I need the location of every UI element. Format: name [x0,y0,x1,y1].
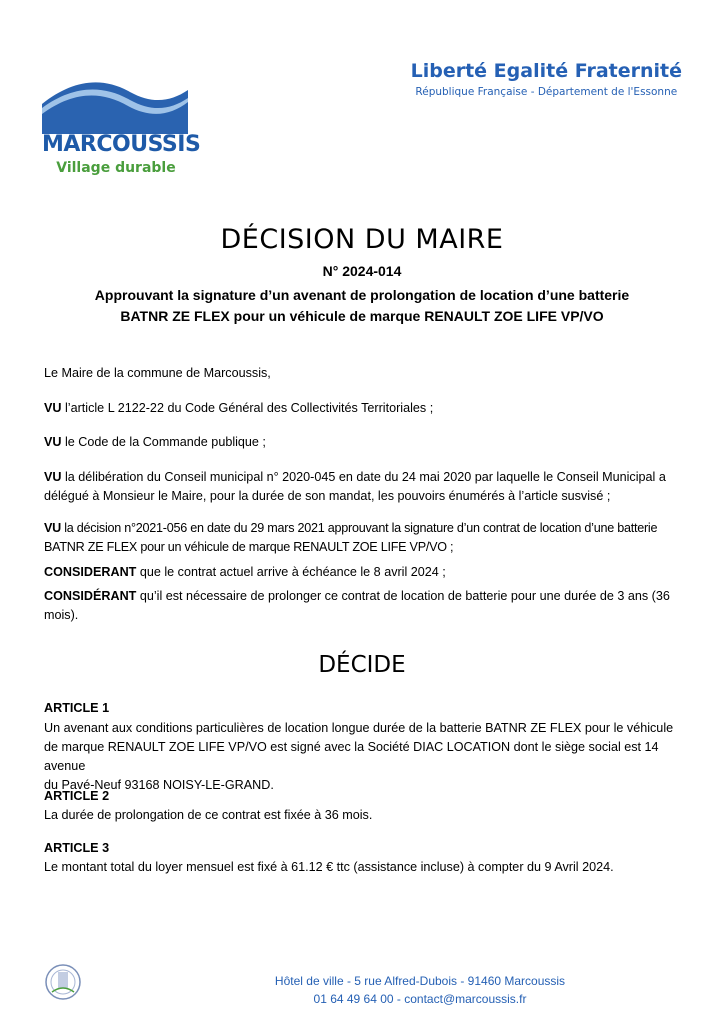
subtitle-line: BATNR ZE FLEX pour un véhicule de marque RENAULT ZOE LIFE VP/VO [120,308,604,324]
vu-label: VU [44,521,61,535]
article-line: Un avenant aux conditions particulières de location longue durée de la batterie BATNR ZE FLEX pour le véhicule [44,721,674,735]
considerant-text: mois). [44,608,79,622]
article-line: du Pavé-Neuf 93168 NOISY-LE-GRAND. [44,778,274,792]
considerant-text: qu’il est nécessaire de prolonger ce contrat de location de batterie pour une durée de 3 ans (36 [139,589,670,603]
document-subtitle [40,285,684,327]
intro-paragraph: Le Maire de la commune de Marcoussis, [44,366,271,380]
considerant-paragraph [44,563,684,582]
considerant-label: CONSIDÉRANT [44,589,137,603]
article-body [44,806,684,825]
logo-wave-icon [42,62,188,134]
article-body [44,858,684,877]
vu-text: la délibération du Conseil municipal n° 2020-045 en date du 24 mai 2020 par laquelle le Conseil Municipal a [65,470,666,484]
vu-label: VU [44,435,62,449]
vu-text: délégué à Monsieur le Maire, pour la durée de son mandat, les pouvoirs énumérés à l’article susvisé ; [44,489,611,503]
vu-label: VU [44,470,62,484]
motto-text: Liberté Egalité Fraternité [410,60,682,82]
document-title: DÉCISION DU MAIRE [220,224,504,255]
motto-subtext: République Française - Département de l'Essonne [415,86,678,98]
subtitle-line: Approuvant la signature d’un avenant de prolongation de location d’une batterie [94,287,630,303]
considerant-label: CONSIDERANT [44,565,137,579]
vu-text: l’article L 2122-22 du Code Général des Collectivités Territoriales ; [65,401,434,415]
vu-paragraph [44,468,684,506]
article-line: Le montant total du loyer mensuel est fixé à 61.12 € ttc (assistance incluse) à compter du 9 Avril 2024. [44,860,614,874]
article-line: La durée de prolongation de ce contrat est fixée à 36 mois. [44,808,373,822]
article-line: de marque RENAULT ZOE LIFE VP/VO est signé avec la Société DIAC LOCATION dont le siège social est 14 avenue [44,740,659,773]
vu-text: le Code de la Commande publique ; [65,435,266,449]
vu-text: BATNR ZE FLEX pour un véhicule de marque RENAULT ZOE LIFE VP/VO ; [44,540,454,554]
decide-heading: DÉCIDE [318,652,406,678]
considerant-paragraph [44,587,684,625]
vu-label: VU [44,401,62,415]
article-heading: ARTICLE 3 [44,841,110,855]
footer-address: Hôtel de ville - 5 rue Alfred-Dubois - 91460 Marcoussis [274,974,566,988]
footer [170,972,670,1008]
logo-tagline: Village durable [56,160,176,176]
vu-paragraph [44,433,684,452]
vu-paragraph [44,399,684,418]
article-body [44,719,684,795]
logo-name: MARCOUSSIS [42,132,201,157]
marcoussis-logo [42,62,201,182]
footer-contact: 01 64 49 64 00 - contact@marcoussis.fr [313,992,527,1006]
vu-text: la décision n°2021-056 en date du 29 mars 2021 approuvant la signature d’un contrat de location d’une batterie [64,521,658,535]
considerant-text: que le contrat actuel arrive à échéance le 8 avril 2024 ; [139,565,446,579]
decision-number: N° 2024-014 [322,263,402,279]
article-heading: ARTICLE 1 [44,701,110,715]
footer-emblem-icon [44,962,82,1002]
vu-paragraph [44,519,684,557]
republic-motto [411,60,682,98]
article-heading: ARTICLE 2 [44,789,110,803]
